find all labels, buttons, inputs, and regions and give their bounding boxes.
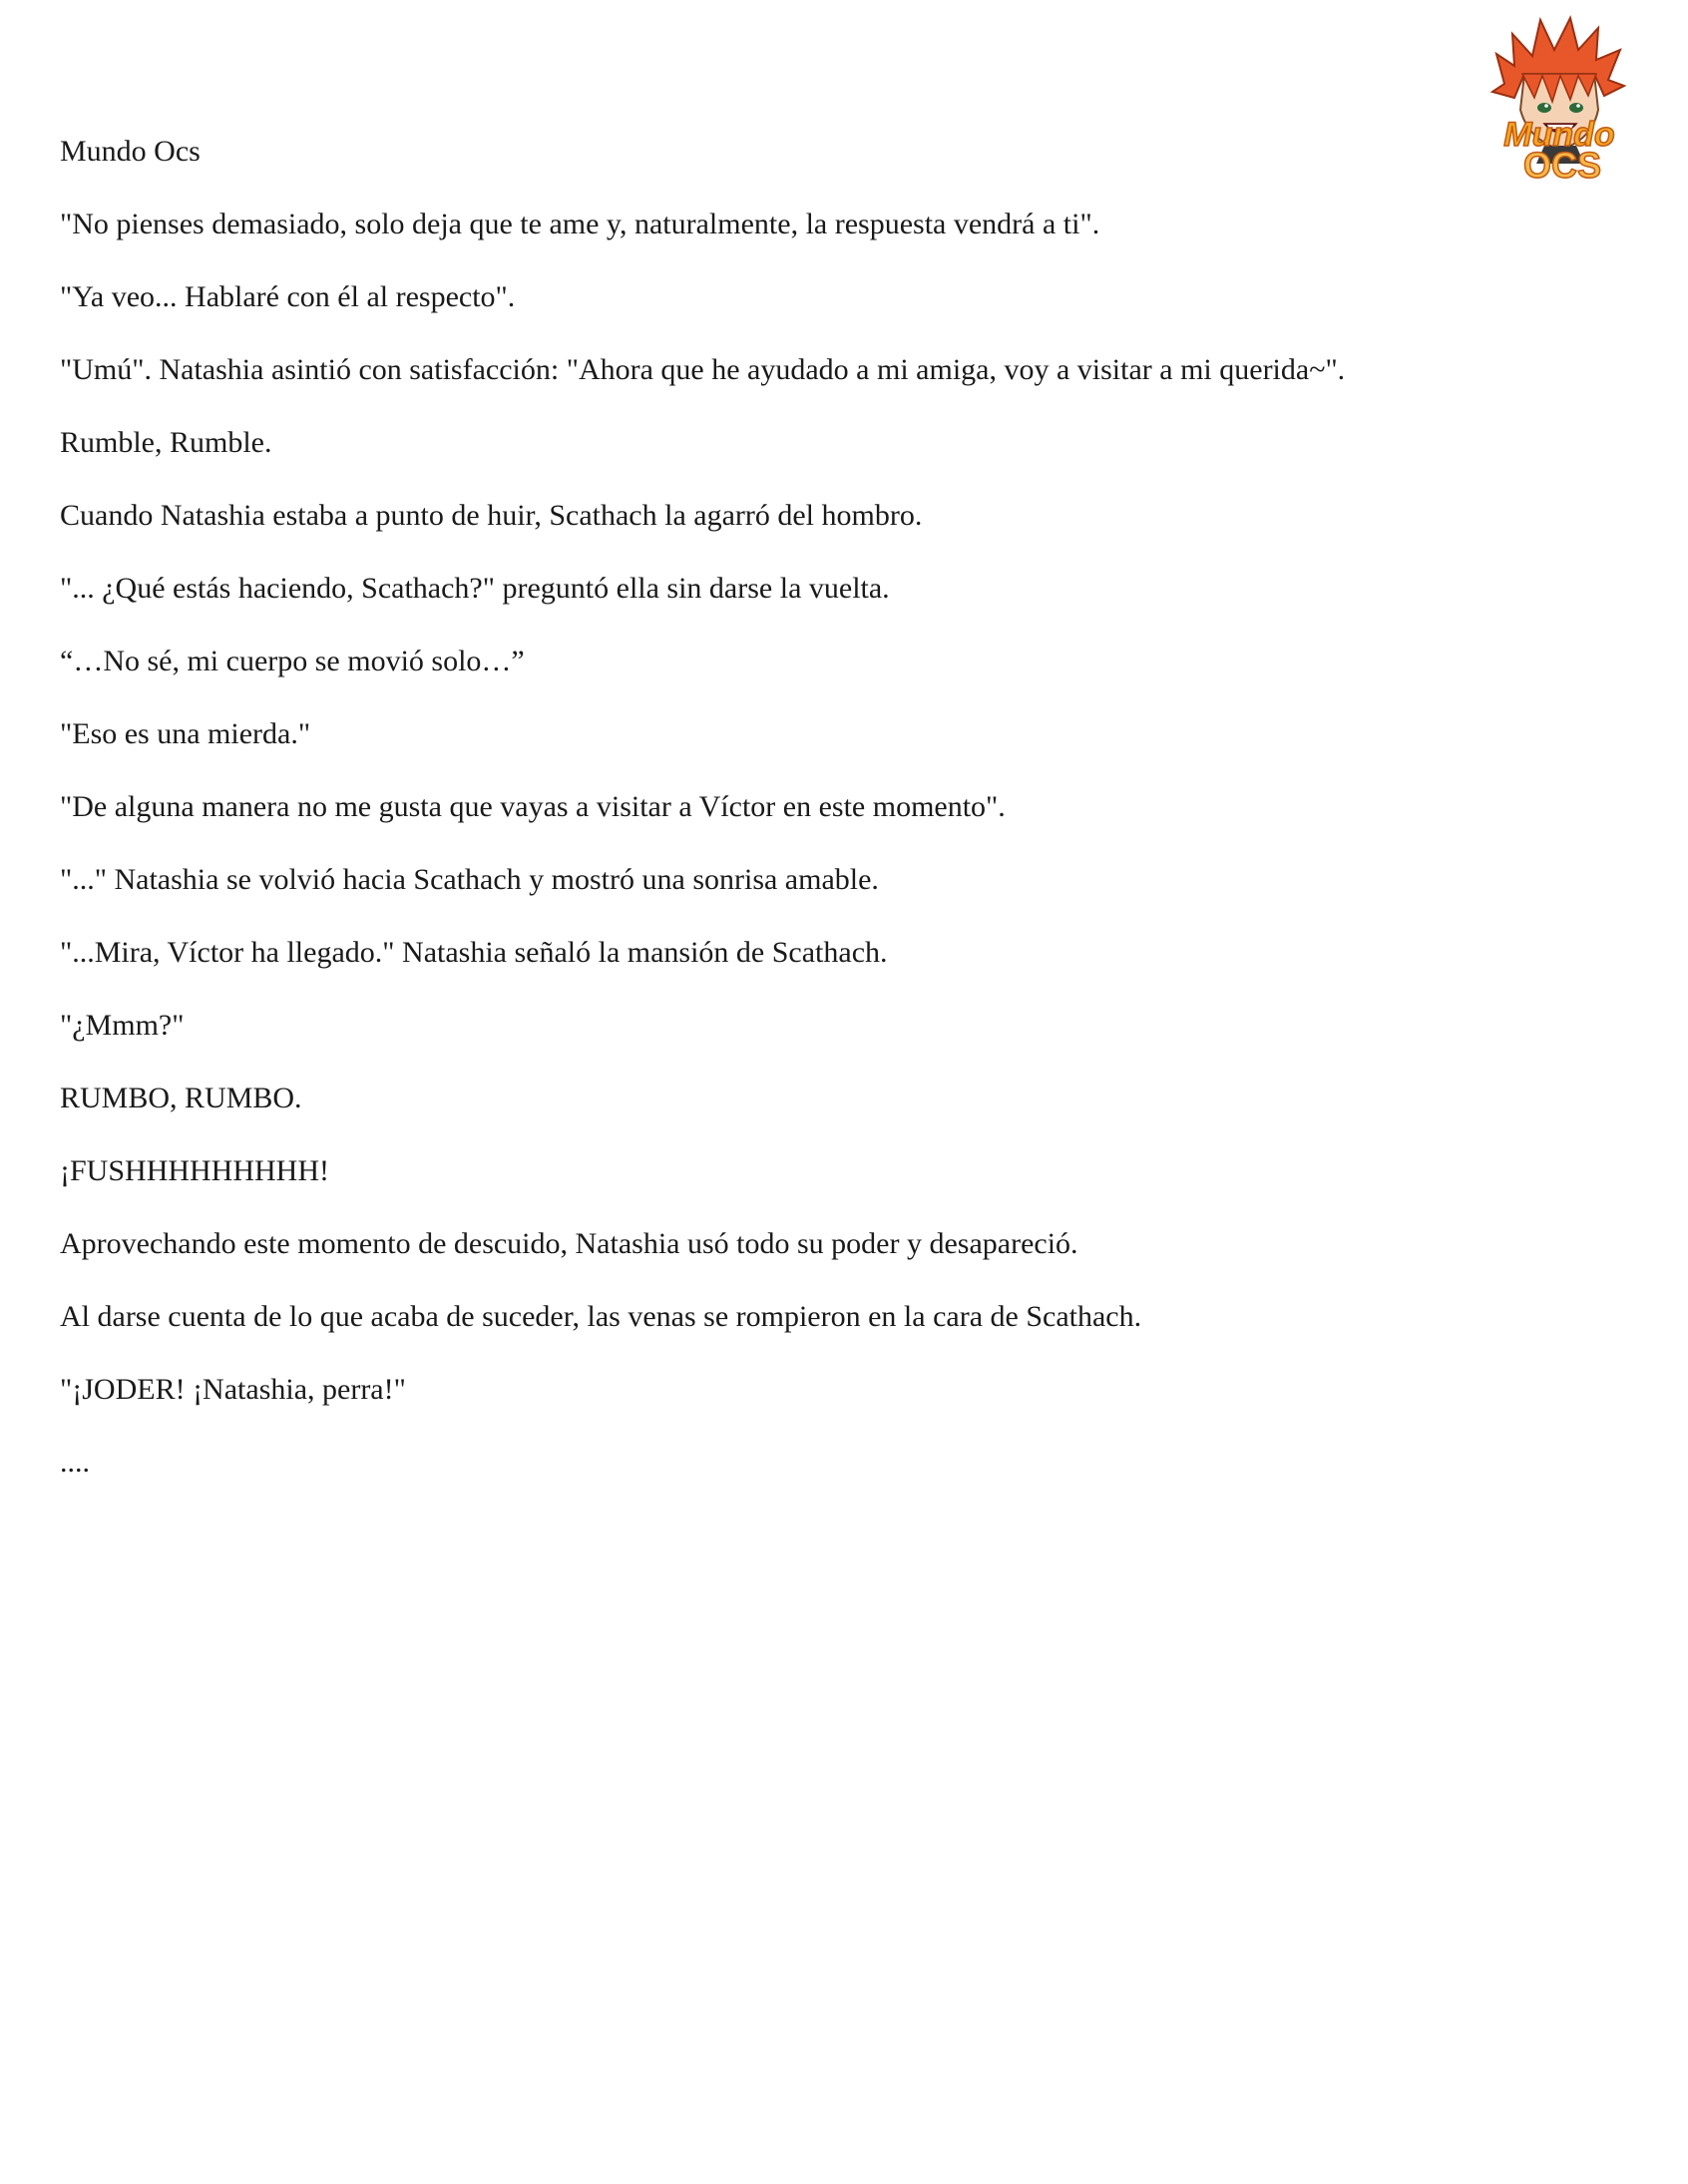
logo-text-top: Mundo	[1503, 116, 1615, 154]
paragraph: "Eso es una mierda."	[60, 717, 311, 750]
paragraph: "Umú". Natashia asintió con satisfacción: "Ahora que he ayudado a mi amiga, voy a visitar a mi querida~".	[60, 353, 1346, 386]
paragraph: Rumble, Rumble.	[60, 426, 272, 459]
paragraph: "De alguna manera no me gusta que vayas a visitar a Víctor en este momento".	[60, 790, 1006, 823]
paragraph: Al darse cuenta de lo que acaba de suceder, las venas se rompieron en la cara de Scathach.	[60, 1300, 1142, 1333]
document-body	[60, 205, 1636, 1516]
paragraph: "... ¿Qué estás haciendo, Scathach?" preguntó ella sin darse la vuelta.	[60, 572, 890, 605]
paragraph: "¿Mmm?"	[60, 1009, 185, 1042]
paragraph: ....	[60, 1446, 90, 1479]
paragraph: "...Mira, Víctor ha llegado." Natashia señaló la mansión de Scathach.	[60, 936, 888, 969]
paragraph: "No pienses demasiado, solo deja que te ame y, naturalmente, la respuesta vendrá a ti".	[60, 208, 1100, 240]
document-header: Mundo Ocs	[60, 135, 201, 168]
paragraph: ¡FUSHHHHHHHHH!	[60, 1154, 329, 1187]
paragraph: Cuando Natashia estaba a punto de huir, Scathach la agarró del hombro.	[60, 499, 923, 532]
paragraph: "Ya veo... Hablaré con él al respecto".	[60, 280, 516, 313]
paragraph: “…No sé, mi cuerpo se movió solo…”	[60, 645, 525, 677]
mascot-logo-icon	[1475, 14, 1644, 184]
paragraph: "..." Natashia se volvió hacia Scathach y mostró una sonrisa amable.	[60, 863, 879, 896]
paragraph: "¡JODER! ¡Natashia, perra!"	[60, 1373, 406, 1406]
mundo-ocs-logo	[1475, 14, 1644, 184]
logo-text-bottom: OCS	[1522, 145, 1602, 184]
paragraph: RUMBO, RUMBO.	[60, 1082, 302, 1114]
paragraph: Aprovechando este momento de descuido, Natashia usó todo su poder y desapareció.	[60, 1227, 1078, 1260]
